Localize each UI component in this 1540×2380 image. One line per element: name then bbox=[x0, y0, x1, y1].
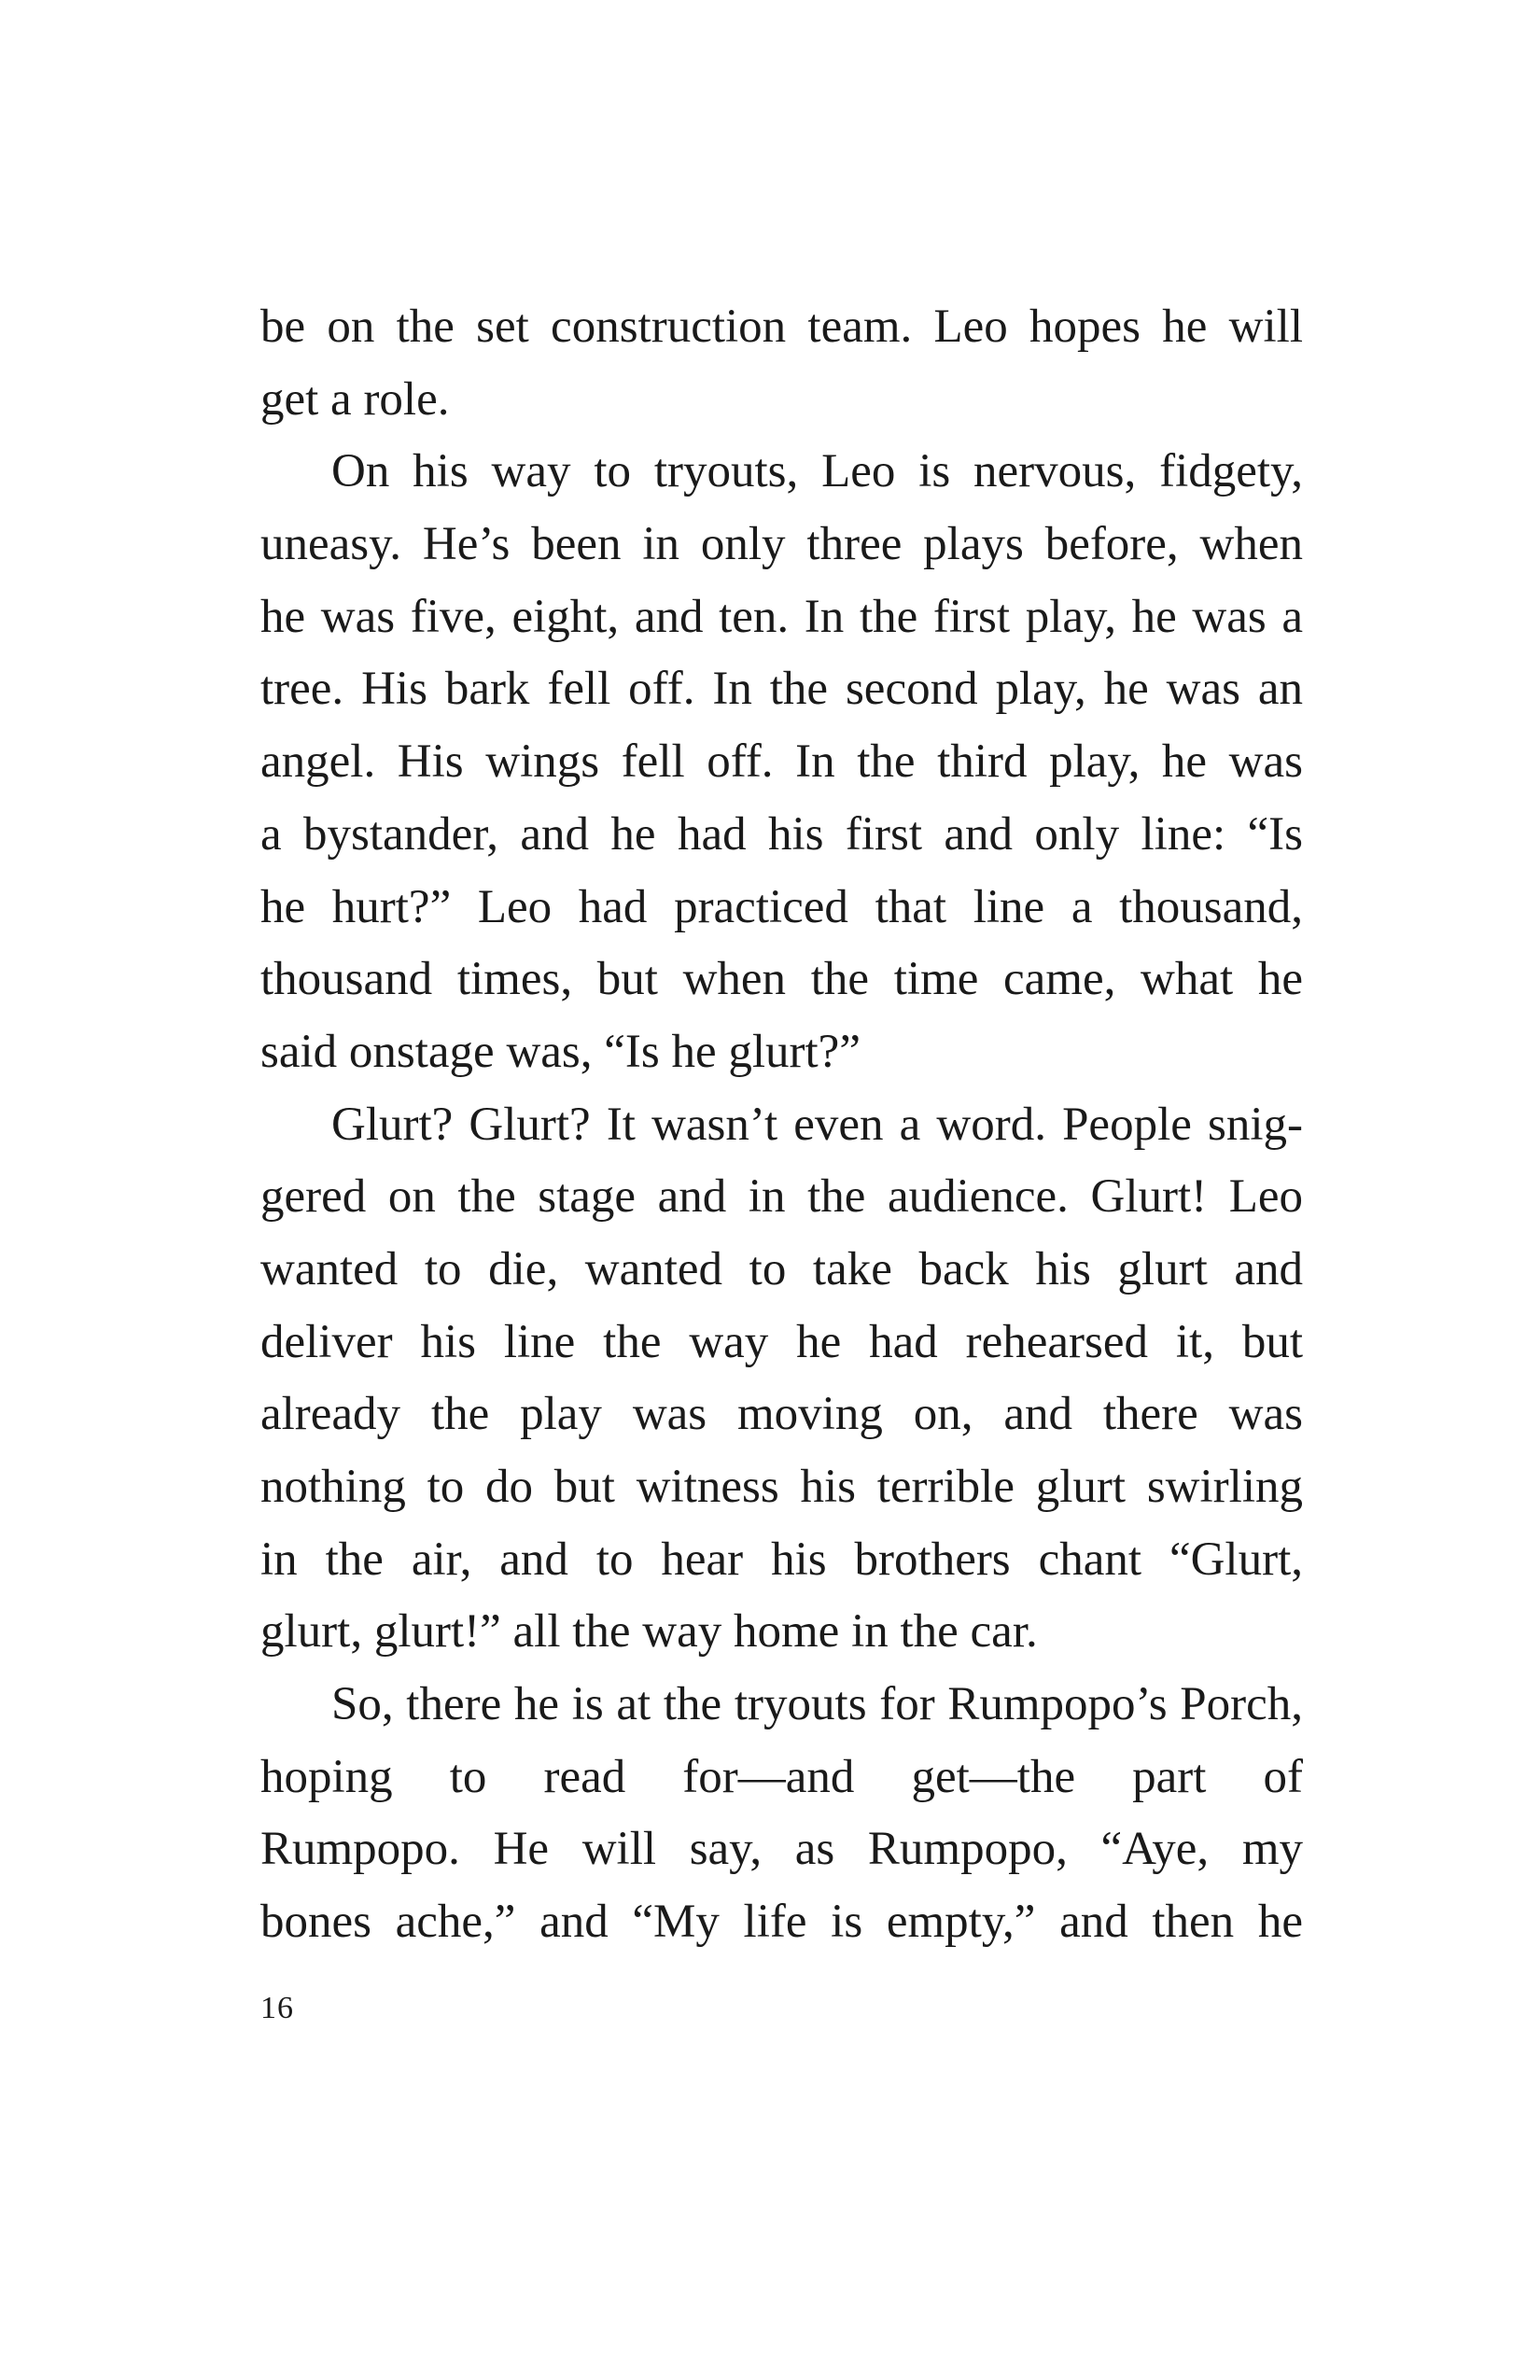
text-line: said onstage was, “Is he glurt?” bbox=[260, 1025, 861, 1078]
body-text bbox=[260, 291, 1303, 1959]
page-number: 16 bbox=[260, 1991, 294, 2025]
text-line: be on the set construction team. Leo hopes he will bbox=[260, 301, 1303, 353]
text-line: uneasy. He’s been in only three plays before, when bbox=[260, 518, 1303, 571]
text-line: glurt, glurt!” all the way home in the car. bbox=[260, 1605, 1038, 1659]
text-line: tree. His bark fell off. In the second play, he was an bbox=[260, 663, 1303, 716]
text-line: already the play was moving on, and there was bbox=[260, 1388, 1303, 1441]
text-line: Glurt? Glurt? It wasn’t even a word. People snig- bbox=[331, 1098, 1303, 1151]
text-line: On his way to tryouts, Leo is nervous, fidgety, bbox=[331, 445, 1303, 498]
text-line: hoping to read for—and get—the part of bbox=[260, 1750, 1303, 1803]
text-line: thousand times, but when the time came, what he bbox=[260, 953, 1303, 1006]
text-line: angel. His wings fell off. In the third play, he was bbox=[260, 735, 1303, 789]
text-line: deliver his line the way he had rehearsed it, but bbox=[260, 1315, 1303, 1368]
text-line: nothing to do but witness his terrible glurt swirling bbox=[260, 1461, 1303, 1513]
text-line: Rumpopo. He will say, as Rumpopo, “Aye, my bbox=[260, 1823, 1303, 1876]
text-line: gered on the stage and in the audience. Glurt! Leo bbox=[260, 1170, 1303, 1224]
text-line: bones ache,” and “My life is empty,” and then he bbox=[260, 1896, 1303, 1949]
text-line: he hurt?” Leo had practiced that line a thousand, bbox=[260, 880, 1303, 933]
text-line: in the air, and to hear his brothers chant “Glurt, bbox=[260, 1533, 1303, 1586]
text-line: a bystander, and he had his first and only line: “Is bbox=[260, 807, 1303, 861]
text-line: he was five, eight, and ten. In the first play, he was a bbox=[260, 590, 1303, 643]
text-line: So, there he is at the tryouts for Rumpopo’s Porch, bbox=[331, 1678, 1303, 1731]
text-line: get a role. bbox=[260, 372, 450, 426]
text-line: wanted to die, wanted to take back his glurt and bbox=[260, 1242, 1303, 1295]
